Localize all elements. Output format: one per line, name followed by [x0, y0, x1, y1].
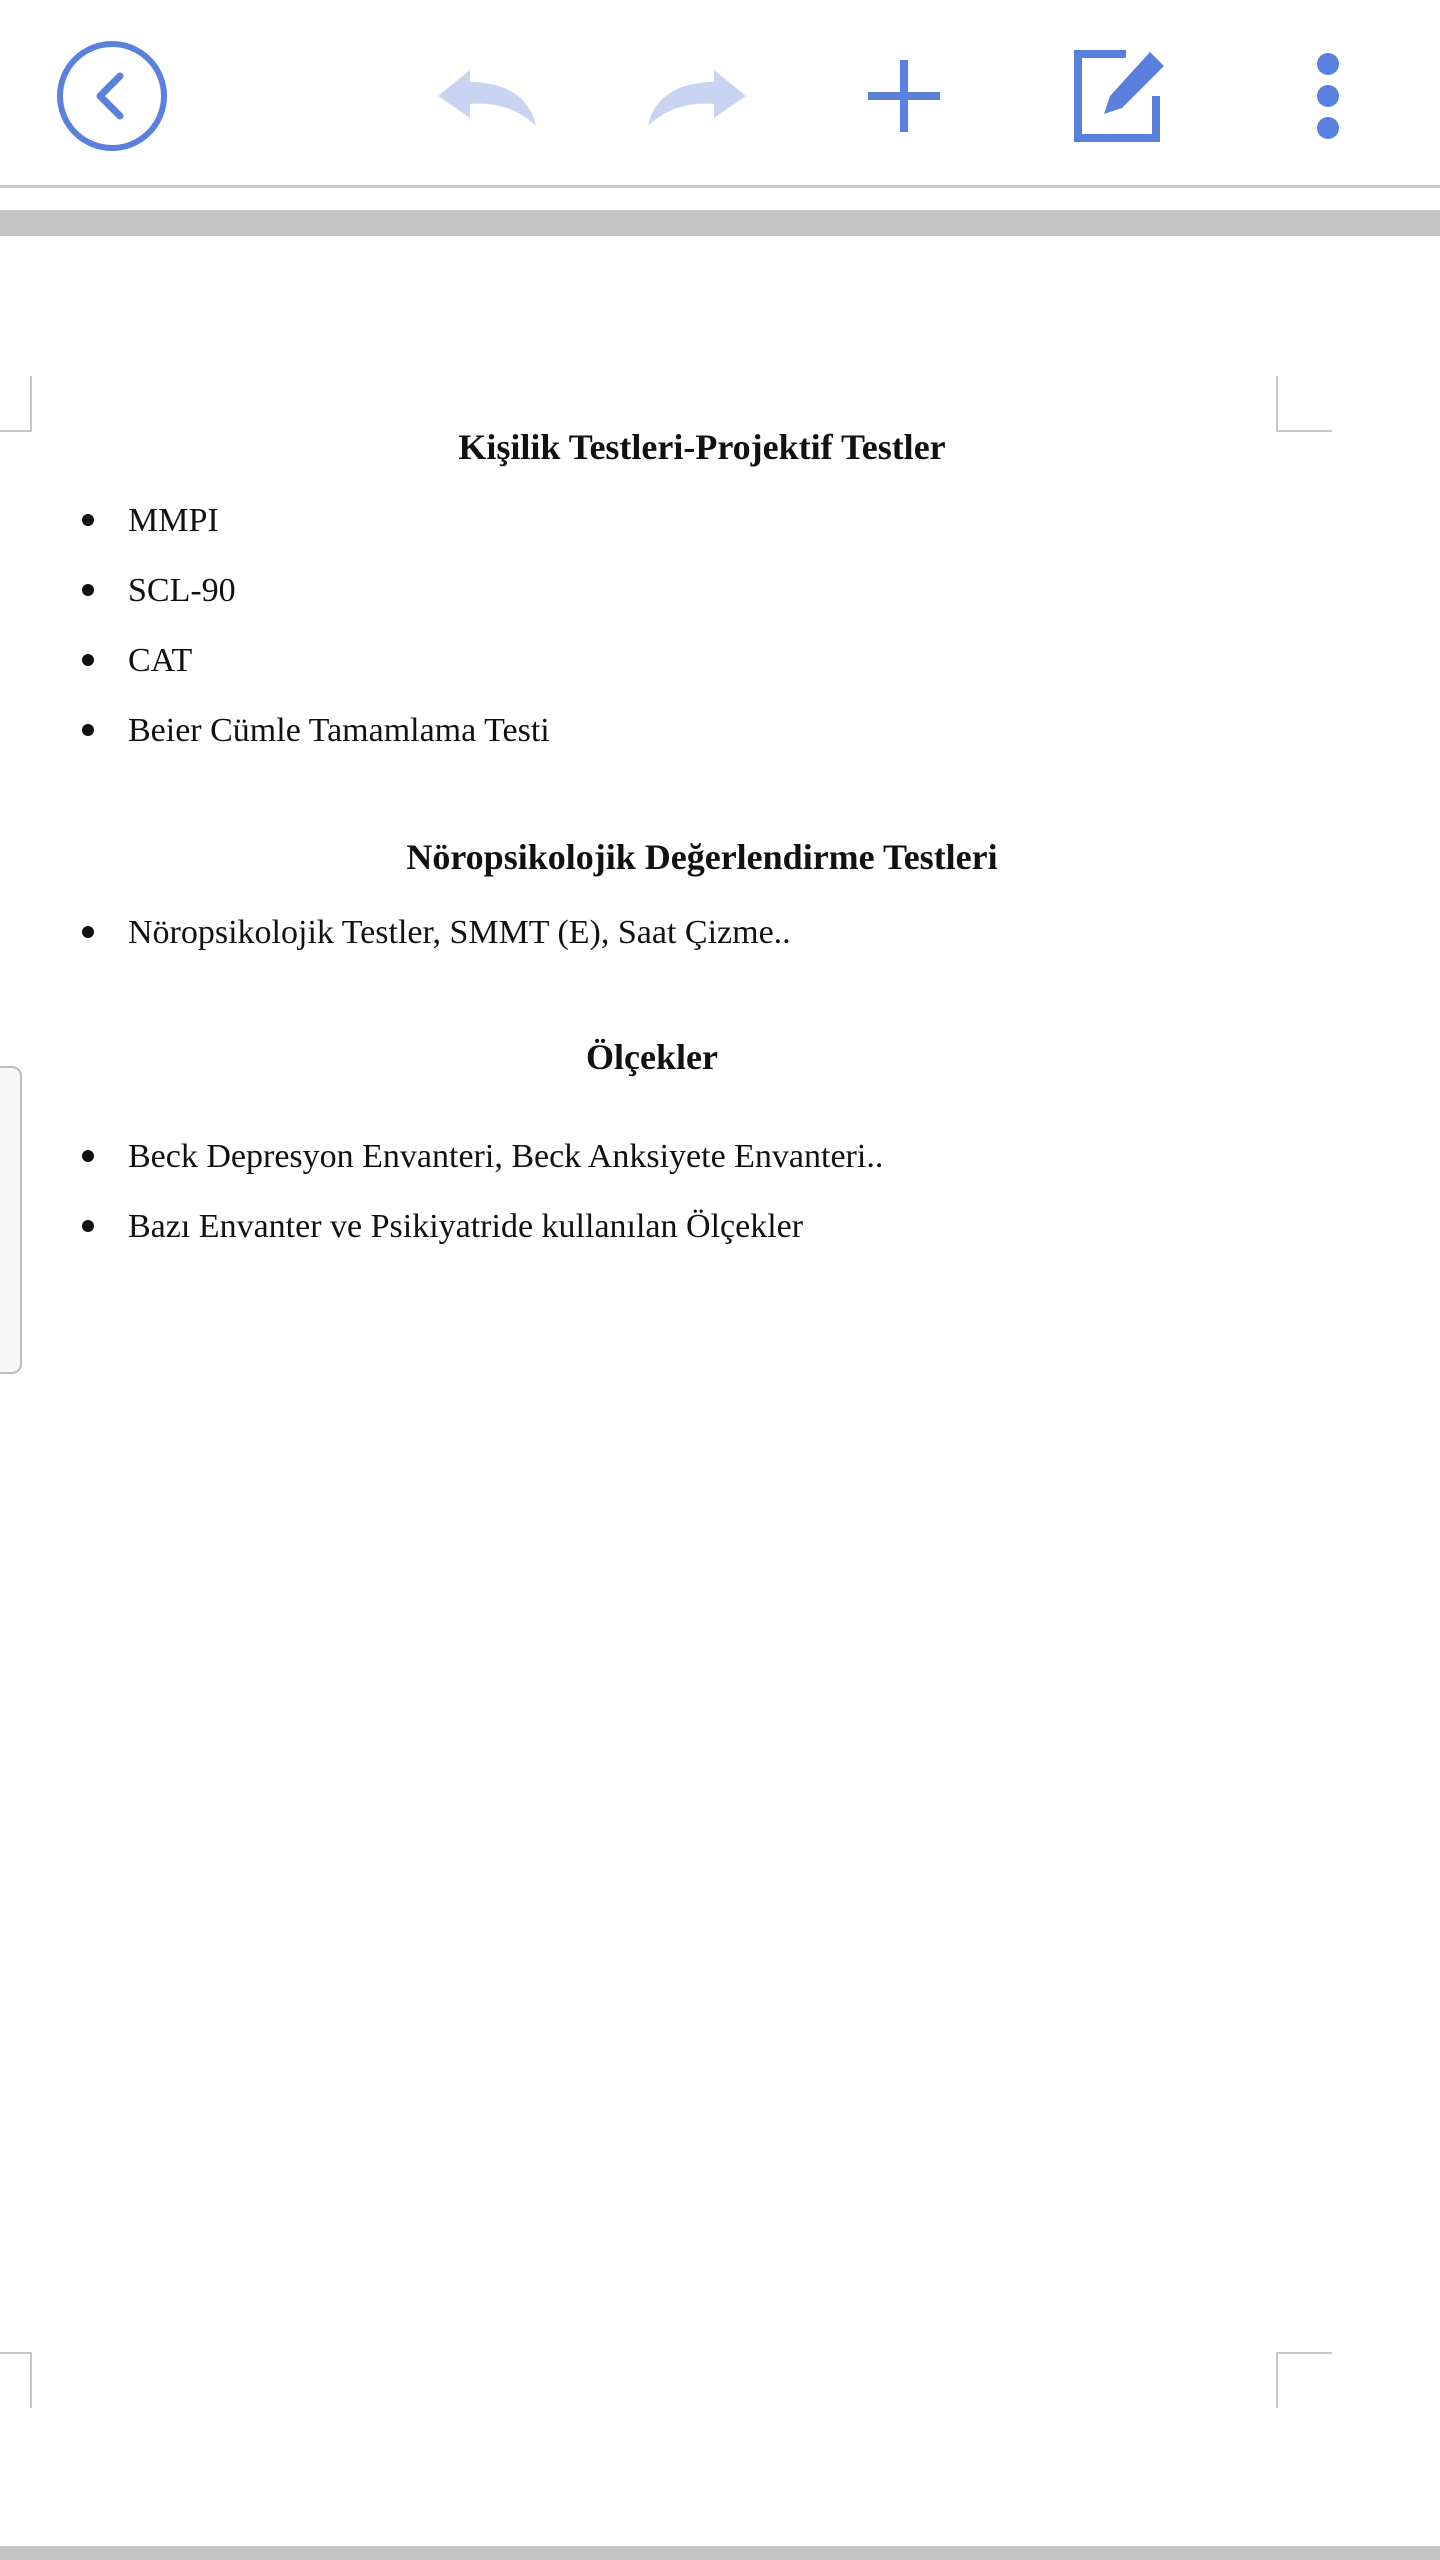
bullet: [82, 654, 94, 666]
section-heading: Ölçekler: [586, 1037, 718, 1077]
bullet: [82, 1220, 94, 1232]
list-item: Beier Cümle Tamamlama Testi: [76, 706, 550, 756]
document-page[interactable]: [0, 236, 1440, 2546]
redo-button[interactable]: [640, 56, 752, 136]
page-separator: [0, 2546, 1440, 2560]
plus-icon: [864, 56, 944, 136]
bullet: [82, 514, 94, 526]
edit-button[interactable]: [1072, 48, 1168, 144]
edit-icon: [1072, 48, 1168, 144]
bullet: [82, 724, 94, 736]
margin-corner-mark: [1276, 376, 1332, 432]
top-toolbar: [0, 0, 1440, 188]
list-item: Beck Depresyon Envanteri, Beck Anksiyete Envanteri..: [76, 1132, 883, 1182]
back-icon: [56, 40, 168, 152]
bullet: [82, 926, 94, 938]
undo-button[interactable]: [432, 56, 544, 136]
margin-corner-mark: [0, 376, 32, 432]
list-item: Nöropsikolojik Testler, SMMT (E), Saat Çizme..: [76, 908, 791, 958]
list-item: SCL-90: [76, 566, 236, 616]
list-item: CAT: [76, 636, 192, 686]
back-button[interactable]: [56, 40, 168, 152]
section-heading: Nöropsikolojik Değerlendirme Testleri: [406, 837, 998, 877]
bullet: [82, 1150, 94, 1162]
bullet: [82, 584, 94, 596]
margin-corner-mark: [1276, 2352, 1332, 2408]
add-button[interactable]: [864, 56, 944, 136]
side-drawer-handle[interactable]: [0, 1066, 22, 1374]
more-vertical-icon: [1306, 52, 1350, 140]
redo-icon: [640, 56, 752, 136]
margin-corner-mark: [0, 2352, 32, 2408]
page-separator: [0, 210, 1440, 236]
list-item: MMPI: [76, 496, 219, 546]
undo-icon: [432, 56, 544, 136]
section-heading: Kişilik Testleri-Projektif Testler: [458, 427, 946, 467]
list-item: Bazı Envanter ve Psikiyatride kullanılan Ölçekler: [76, 1202, 803, 1252]
more-options-button[interactable]: [1306, 52, 1350, 140]
